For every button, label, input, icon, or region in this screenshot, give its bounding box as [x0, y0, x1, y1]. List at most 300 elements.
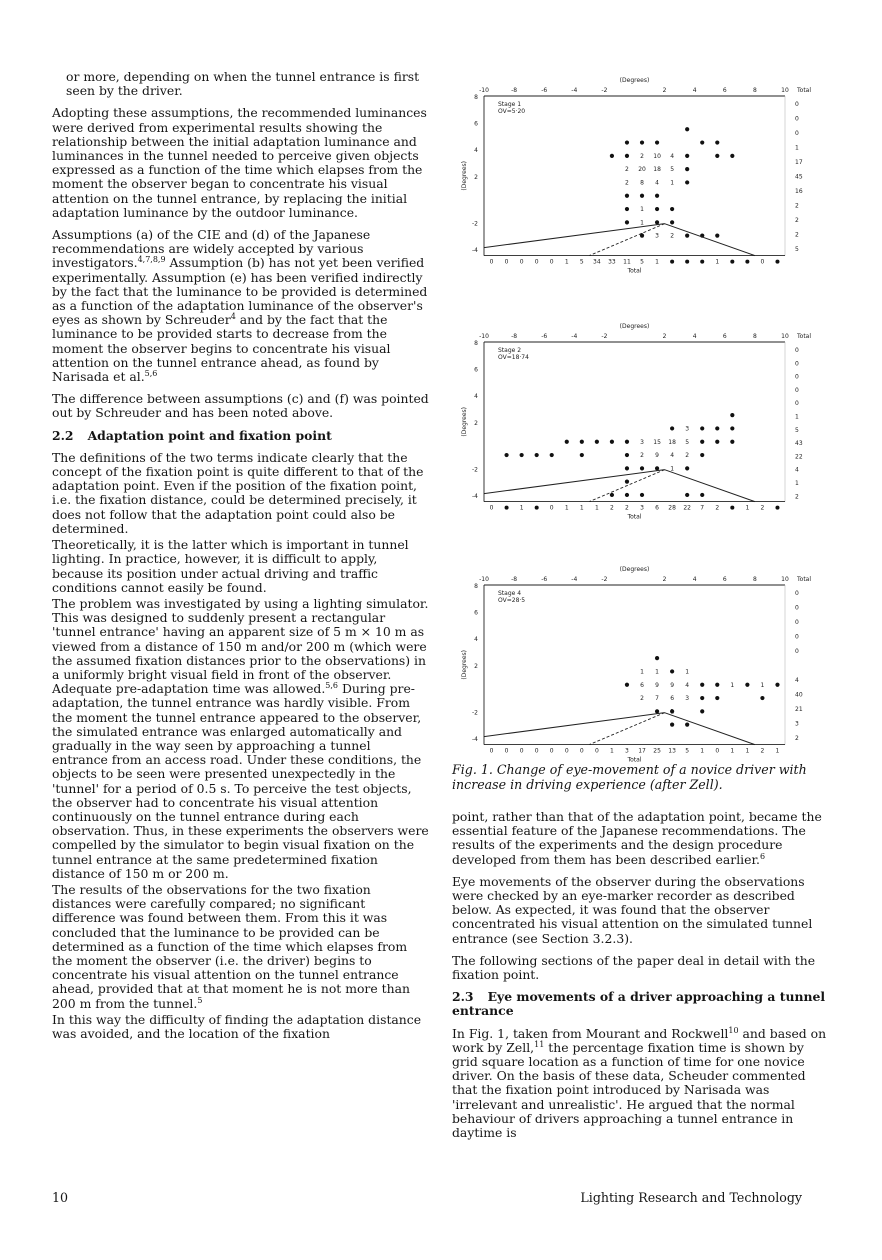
fixation-dot: [685, 234, 689, 238]
paragraph: Assumptions (a) of the CIE and (d) of the Japanese recommendations are widely accepted by various investigators.$^{4,7,8,9}$ Assumption (b) has not yet been verified experimentally. Assumption (e) has been verified indirectly by the fact that the luminance to be provided is determined as a function of the adaptation luminance of the observer's eyes as shown by Schreuder$^4$ and by the fact that the luminance to be provided starts to decrease from the moment the observer begins to concentrate his visual attention on the tunnel entrance ahead, as found by Narisada et al.$^{5,6}$: [52, 227, 428, 385]
fixation-dot: [640, 466, 644, 470]
cell-percentage: 6: [640, 681, 644, 689]
total-row-label: Total: [627, 267, 642, 275]
road-edge-line: [484, 470, 665, 494]
row-total: 0: [795, 604, 799, 612]
column-total: 3: [640, 504, 644, 512]
fixation-dot: [655, 220, 659, 224]
fixation-dot: [685, 127, 689, 131]
column-total: 1: [775, 747, 780, 755]
paragraph: Theoretically, it is the latter which is important in tunnel lighting. In practice, however, it is difficult to apply, because its position under actual driving and traffic conditions cannot easily be found.: [52, 537, 409, 595]
row-total: 2: [795, 231, 799, 239]
column-total: 0: [549, 747, 554, 755]
y-tick-label: 2: [474, 173, 478, 181]
cell-percentage: 1: [640, 668, 644, 676]
cell-percentage: 2: [685, 452, 690, 460]
fixation-dot: [700, 426, 704, 430]
column-total: 0: [564, 747, 569, 755]
figure-1: [450, 72, 822, 762]
fixation-dot: [610, 440, 614, 444]
cell-percentage: 2: [625, 166, 629, 174]
cell-percentage: 10: [653, 152, 661, 160]
fixation-dot: [700, 440, 704, 444]
fixation-dot: [625, 154, 629, 158]
cell-percentage: 1: [640, 219, 644, 227]
fixation-dot: [730, 426, 734, 430]
column-total: 0: [549, 504, 554, 512]
x-tick-label: 2: [662, 576, 667, 583]
row-total: 0: [795, 648, 799, 656]
y-axis-title: (Degrees): [461, 649, 468, 680]
fixation-dot: [655, 207, 659, 211]
column-total: 1: [610, 747, 614, 755]
paragraph: The definitions of the two terms indicate clearly that the concept of the fixation point is quite different to that of the adaptation point. Even if the position of the fixation point, i.e. the fixation distance, could be determined precisely, it does not follow that the adaptation point could also be determined.: [52, 449, 424, 536]
cell-percentage: 1: [655, 668, 659, 676]
fixation-dot: [715, 426, 719, 430]
row-total: 2: [795, 202, 799, 210]
column-total: 1: [745, 504, 750, 512]
fixation-dot: [730, 413, 734, 417]
row-total: 0: [795, 386, 799, 394]
x-tick-label: -8: [511, 87, 518, 94]
fixation-dot: [670, 723, 674, 727]
column-total: 1: [715, 258, 720, 266]
road-edge-line: [665, 224, 755, 256]
fixation-dot: [685, 167, 689, 171]
road-edge-line: [665, 713, 755, 745]
x-tick-label: 6: [722, 333, 727, 340]
citation: 4: [230, 312, 236, 322]
y-tick-label: 4: [474, 636, 478, 644]
stage-label: Stage 2: [498, 347, 522, 354]
x-tick-label: 4: [692, 333, 697, 340]
fixation-dot: [655, 140, 659, 144]
road-edge-line: [484, 713, 665, 737]
fixation-dot: [625, 453, 629, 457]
section-heading: 2.2 Adaptation point and fixation point: [52, 427, 332, 443]
column-total-dot: [685, 260, 689, 264]
column-total: 2: [610, 504, 614, 512]
cell-percentage: 4: [670, 152, 675, 160]
paragraph: Eye movements of the observer during the observations were checked by an eye-marker recorder as described below. As expected, it was found that the observer concentrated his visual attention on the simulated tunnel entrance (see Section 3.2.3).: [452, 873, 813, 946]
y-axis-title: (Degrees): [461, 406, 468, 437]
row-total: 1: [795, 144, 799, 152]
column-total: 0: [504, 747, 509, 755]
fixation-dot: [640, 493, 644, 497]
fixation-dot: [625, 194, 629, 198]
column-total: 2: [760, 504, 765, 512]
paragraph: In this way the difficulty of finding the adaptation distance was avoided, and the location of the fixation: [52, 1011, 422, 1041]
x-tick-label: 10: [781, 576, 789, 583]
row-total: 4: [795, 466, 799, 474]
y-tick-label: -4: [472, 492, 478, 500]
column-total-dot: [535, 506, 539, 510]
citation: 5,6: [325, 681, 339, 691]
column-total: 25: [653, 747, 661, 755]
row-total: 0: [795, 130, 799, 138]
row-total: 2: [795, 735, 799, 743]
fixation-dot: [640, 194, 644, 198]
row-total: 0: [795, 115, 799, 123]
row-total: 2: [795, 493, 799, 501]
x-axis-title: (Degrees): [619, 77, 650, 84]
cell-percentage: 15: [653, 438, 661, 446]
fixation-dot: [670, 426, 674, 430]
x-tick-label: 10: [781, 87, 789, 94]
road-edge-line: [484, 224, 665, 248]
figure-caption: Fig. 1. Change of eye-movement of a novice driver with increase in driving experience (after Zell).: [452, 762, 807, 792]
citation: 6: [759, 851, 766, 861]
y-tick-label: 2: [474, 419, 478, 427]
column-total: 11: [623, 258, 631, 266]
x-tick-label: 2: [662, 87, 667, 94]
fixation-dot: [625, 466, 629, 470]
cell-percentage: 2: [670, 232, 675, 240]
stage-label: Stage 4: [498, 590, 522, 597]
column-total-dot: [775, 506, 779, 510]
cell-percentage: 9: [670, 681, 675, 689]
row-total: 1: [795, 480, 799, 487]
cell-percentage: 18: [653, 166, 661, 174]
cell-percentage: 9: [655, 452, 659, 460]
fixation-dot: [715, 440, 719, 444]
cell-percentage: 3: [685, 695, 690, 703]
column-total: 22: [683, 504, 691, 512]
row-total: 2: [795, 217, 799, 225]
total-row-label: Total: [627, 756, 642, 764]
row-total: 0: [795, 101, 799, 108]
fixation-dot: [655, 709, 659, 713]
cell-percentage: 5: [670, 166, 675, 174]
total-column-label: Total: [797, 333, 812, 340]
column-total: 2: [715, 504, 720, 512]
column-total-dot: [730, 260, 734, 264]
fixation-dot: [685, 466, 689, 470]
fixation-dot: [715, 234, 719, 238]
column-total: 1: [519, 504, 524, 512]
column-total: 0: [489, 504, 494, 512]
x-tick-label: 4: [692, 576, 697, 583]
y-tick-label: 8: [474, 340, 478, 347]
fixation-dot: [610, 154, 614, 158]
paragraph: Adopting these assumptions, the recommended luminances were derived from experimental results showing the relationship between the initial adaptation luminance and luminances in the tunnel needed to perceive given objects expressed as a function of the time which elapses from the moment the observer began to concentrate his visual attention on the tunnel entrance, by replacing the initial adaptation luminance by the outdoor luminance.: [52, 105, 427, 220]
fixation-dot: [535, 453, 539, 457]
fixation-dot: [655, 466, 659, 470]
row-total: 0: [795, 347, 799, 354]
paragraph: The following sections of the paper deal in detail with the fixation point.: [452, 952, 816, 983]
fixation-dot: [625, 140, 629, 144]
cell-percentage: 3: [655, 232, 659, 240]
column-total: 0: [489, 747, 494, 755]
y-tick-label: -4: [472, 246, 478, 254]
cell-percentage: 7: [655, 695, 659, 703]
fixation-dot: [685, 154, 689, 158]
column-total: 1: [564, 258, 569, 266]
cell-percentage: 4: [670, 452, 675, 460]
column-total: 28: [668, 504, 676, 512]
y-tick-label: -2: [472, 466, 478, 474]
column-total: 34: [593, 258, 601, 266]
row-total: 43: [795, 440, 803, 448]
fixation-dot: [700, 140, 704, 144]
right-column: [452, 810, 830, 1148]
citation: 5: [197, 995, 203, 1005]
x-tick-label: -6: [541, 87, 548, 94]
cell-percentage: 1: [640, 206, 644, 214]
column-total: 3: [625, 747, 629, 755]
y-axis-title: (Degrees): [461, 160, 468, 191]
column-total: 7: [700, 504, 705, 512]
column-total: 0: [489, 258, 494, 266]
row-total: 0: [795, 400, 799, 408]
journal-name: Lighting Research and Technology: [580, 1190, 802, 1205]
fixation-dot: [700, 709, 704, 713]
fixation-dot: [685, 180, 689, 184]
x-tick-label: 2: [662, 333, 667, 340]
column-total: 17: [638, 747, 646, 755]
fixation-dot: [580, 453, 584, 457]
fixation-dot: [730, 440, 734, 444]
x-tick-label: -4: [571, 87, 578, 94]
total-row-label: Total: [627, 513, 642, 521]
fixation-dot: [715, 683, 719, 687]
fixation-dot: [655, 194, 659, 198]
fixation-dot: [715, 154, 719, 158]
y-tick-label: -2: [472, 709, 478, 717]
x-axis-title: (Degrees): [619, 323, 650, 330]
row-total: 0: [795, 633, 799, 641]
x-tick-label: -8: [511, 333, 518, 340]
section-heading: 2.3 Eye movements of a driver approaching a tunnel entrance: [452, 989, 826, 1019]
cell-percentage: 2: [640, 452, 644, 460]
cell-percentage: 2: [640, 695, 644, 703]
column-total: 6: [655, 504, 659, 512]
cell-percentage: 6: [670, 695, 675, 703]
x-tick-label: 8: [752, 87, 757, 94]
column-total: 0: [760, 258, 765, 266]
cell-percentage: 1: [670, 179, 675, 187]
fixation-dot: [520, 453, 524, 457]
ov-label: OV=28·5: [498, 597, 526, 604]
fixation-dot: [700, 493, 704, 497]
fixation-dot: [625, 480, 629, 484]
row-total: 16: [795, 188, 803, 196]
paragraph: The difference between assumptions (c) and (f) was pointed out by Schreuder and has been noted above.: [52, 391, 429, 421]
fixation-dot: [670, 220, 674, 224]
x-tick-label: -2: [601, 87, 608, 94]
fixation-dot: [625, 493, 629, 497]
total-column-label: Total: [797, 576, 812, 583]
y-tick-label: 4: [474, 393, 478, 401]
row-total: 3: [795, 720, 799, 728]
column-total: 1: [730, 747, 735, 755]
y-tick-label: -4: [472, 735, 478, 743]
cell-percentage: 1: [760, 681, 765, 689]
x-tick-label: -10: [479, 576, 489, 583]
column-total: 0: [534, 258, 539, 266]
cell-percentage: 9: [655, 681, 659, 689]
cell-percentage: 3: [640, 438, 644, 446]
y-tick-label: -2: [472, 220, 478, 228]
row-total: 0: [795, 619, 799, 627]
column-total: 1: [594, 504, 599, 512]
column-total: 0: [519, 747, 524, 755]
fixation-dot: [760, 696, 764, 700]
page-number: 10: [52, 1190, 69, 1205]
cell-percentage: 8: [640, 179, 644, 187]
x-tick-label: -2: [601, 333, 608, 340]
fixation-dot: [640, 140, 644, 144]
x-tick-label: 6: [722, 87, 727, 94]
cell-percentage: 18: [668, 438, 676, 446]
column-total: 5: [579, 258, 584, 266]
x-tick-label: -4: [571, 333, 578, 340]
cell-percentage: 5: [685, 438, 690, 446]
row-total: 40: [795, 691, 803, 699]
x-tick-label: -2: [601, 576, 608, 583]
row-total: 0: [795, 360, 799, 368]
y-tick-label: 6: [474, 366, 478, 374]
fixation-dot: [625, 440, 629, 444]
column-total: 33: [608, 258, 616, 266]
column-total: 13: [668, 747, 676, 755]
fixation-dot: [685, 493, 689, 497]
ov-label: OV=18·74: [498, 354, 529, 361]
x-tick-label: 4: [692, 87, 697, 94]
column-total: 0: [579, 747, 584, 755]
fixation-dot: [730, 154, 734, 158]
ov-label: OV=5·20: [498, 108, 526, 115]
x-tick-label: -6: [541, 333, 548, 340]
column-total-dot: [700, 260, 704, 264]
column-total: 5: [640, 258, 644, 266]
row-total: 5: [795, 246, 799, 254]
row-total: 22: [795, 453, 803, 461]
total-column-label: Total: [797, 87, 812, 94]
citation: 10: [728, 1025, 739, 1035]
y-tick-label: 6: [474, 609, 478, 617]
column-total: 1: [579, 504, 584, 512]
column-total: 0: [504, 258, 509, 266]
column-total: 1: [655, 258, 659, 266]
x-tick-label: -8: [511, 576, 518, 583]
column-total: 5: [685, 747, 690, 755]
fixation-dot: [745, 683, 749, 687]
row-total: 0: [795, 373, 799, 381]
paragraph: The results of the observations for the two fixation distances were carefully compared; no significant difference was found between them. From this it was concluded that the luminance to be provided can be determined as a function of the time which elapses from the moment the observer (i.e. the driver) begins to concentrate his visual attention on the tunnel entrance ahead, provided that at that moment he is not more than 200 m from the tunnel.$^5$: [52, 881, 410, 1011]
cell-percentage: 20: [638, 166, 646, 174]
fixation-dot: [565, 440, 569, 444]
column-total: 2: [760, 747, 765, 755]
citation: 11: [534, 1039, 545, 1049]
row-total: 5: [795, 426, 799, 434]
fixation-dot: [580, 440, 584, 444]
y-tick-label: 8: [474, 94, 478, 101]
fixation-dot: [670, 207, 674, 211]
row-total: 0: [795, 590, 799, 597]
fixation-dot: [715, 696, 719, 700]
cell-percentage: 2: [625, 179, 629, 187]
y-tick-label: 4: [474, 147, 478, 155]
cell-percentage: 4: [685, 681, 690, 689]
column-total: 0: [549, 258, 554, 266]
column-total-dot: [730, 506, 734, 510]
column-total: 0: [519, 258, 524, 266]
cell-percentage: 4: [655, 179, 659, 187]
fixation-dot: [670, 669, 674, 673]
x-tick-label: 10: [781, 333, 789, 340]
column-total: 2: [625, 504, 629, 512]
fixation-dot: [715, 140, 719, 144]
x-tick-label: -4: [571, 576, 578, 583]
road-edge-line: [665, 470, 755, 502]
y-tick-label: 8: [474, 583, 478, 590]
x-tick-label: 8: [752, 576, 757, 583]
fixation-dot: [595, 440, 599, 444]
row-total: 21: [795, 706, 803, 714]
column-total-dot: [775, 260, 779, 264]
column-total: 1: [745, 747, 750, 755]
stage-label: Stage 1: [498, 101, 522, 108]
citation: 4,7,8,9: [137, 255, 166, 265]
x-tick-label: 8: [752, 333, 757, 340]
column-total: 1: [700, 747, 705, 755]
row-total: 4: [795, 677, 799, 685]
fixation-dot: [700, 453, 704, 457]
left-column: [52, 70, 430, 1049]
fixation-dot: [655, 656, 659, 660]
x-tick-label: -10: [479, 87, 489, 94]
row-total: 17: [795, 159, 803, 167]
fixation-dot: [775, 683, 779, 687]
x-tick-label: -6: [541, 576, 548, 583]
cell-percentage: 1: [670, 465, 675, 473]
fixation-dot: [700, 683, 704, 687]
x-tick-label: -10: [479, 333, 489, 340]
fixation-dot: [610, 493, 614, 497]
paragraph: In Fig. 1, taken from Mourant and Rockwell$^{10}$ and based on work by Zell,$^{11}$ the percentage fixation time is shown by grid square location as a function of time for one novice driver. On the basis of these data, Scheuder commented that the fixation point introduced by Narisada was 'irrelevant and unrealistic'. He argued that the normal behaviour of drivers approaching a tunnel entrance in daytime is: [452, 1025, 827, 1141]
column-total-dot: [505, 506, 509, 510]
fixation-dot: [550, 453, 554, 457]
paragraph: The problem was investigated by using a lighting simulator. This was designed to suddenly present a rectangular 'tunnel entrance' having an apparent size of 5 m × 10 m as viewed from a distance of 150 m and/or 200 m (which were the assumed fixation distances prior to the observations) in a uniformly bright visual field in front of the observer. Adequate pre-adaptation time was allowed.$^{5,6}$ During pre-adaptation, the tunnel entrance was hardly visible. From the moment the tunnel entrance appeared to the observer, the simulated entrance was enlarged automatically and gradually in the way seen by approaching a tunnel entrance from an access road. Under these conditions, the objects to be seen were presented unexpectedly in the 'tunnel' for a period of 0.5 s. To perceive the test objects, the observer had to concentrate his visual attention continuously on the tunnel entrance during each observation. Thus, in these experiments the observers were compelled by the simulator to begin visual fixation on the tunnel entrance at the same predetermined fixation distance of 150 m or 200 m.: [52, 595, 429, 881]
paragraph: or more, depending on when the tunnel entrance is first seen by the driver.: [66, 69, 420, 99]
column-total: 0: [715, 747, 720, 755]
fixation-dot: [700, 696, 704, 700]
fixation-dot: [625, 207, 629, 211]
fixation-dot: [670, 709, 674, 713]
row-total: 1: [795, 413, 799, 421]
x-tick-label: 6: [722, 576, 727, 583]
y-tick-label: 6: [474, 120, 478, 128]
fixation-dot: [504, 453, 508, 457]
column-total: 0: [534, 747, 539, 755]
citation: 5,6: [144, 369, 158, 379]
fixation-dot: [685, 723, 689, 727]
cell-percentage: 1: [730, 681, 735, 689]
column-total-dot: [670, 260, 674, 264]
cell-percentage: 2: [640, 152, 644, 160]
fixation-dot: [625, 683, 629, 687]
fixation-dot: [625, 220, 629, 224]
column-total: 1: [564, 504, 569, 512]
paragraph: point, rather than that of the adaptation point, became the essential feature of the Japanese recommendations. The results of the experiments and the design procedure developed from them has been described earlier.$^6$: [452, 809, 822, 867]
column-total: 0: [594, 747, 599, 755]
cell-percentage: 3: [685, 425, 690, 433]
row-total: 45: [795, 173, 803, 181]
cell-percentage: 1: [685, 668, 690, 676]
x-axis-title: (Degrees): [619, 566, 650, 573]
y-tick-label: 2: [474, 662, 478, 670]
